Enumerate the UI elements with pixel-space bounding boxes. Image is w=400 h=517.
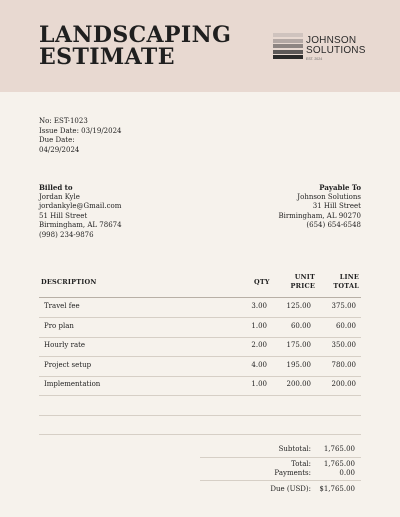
due-date-label: Due Date: <box>39 136 75 144</box>
row-qty: 1.00 <box>251 380 267 388</box>
due-date: 04/29/2024 <box>39 145 80 154</box>
payments-label: Payments: <box>274 469 311 477</box>
payable-to-street: 31 Hill Street <box>312 202 361 210</box>
billed-to-city: Birmingham, AL 78674 <box>39 221 122 229</box>
due-value: $1,765.00 <box>319 485 355 493</box>
row-description: Pro plan <box>44 321 74 330</box>
table-divider <box>39 434 361 435</box>
document-title <box>39 24 231 68</box>
row-qty: 2.00 <box>251 341 267 349</box>
title-line-2: ESTIMATE <box>39 44 175 70</box>
row-unit-price: 60.00 <box>290 321 311 330</box>
header-description: DESCRIPTION <box>41 278 97 286</box>
row-line-total: 350.00 <box>331 341 356 349</box>
row-line-total: 200.00 <box>331 380 356 388</box>
row-unit-price: 125.00 <box>286 302 311 310</box>
row-description: Project setup <box>44 360 92 369</box>
total-value: 1,765.00 <box>323 460 355 468</box>
subtotal-label: Subtotal: <box>278 445 311 453</box>
billed-to-email: jordankyle@Gmail.com <box>39 202 122 210</box>
company-logo <box>273 33 373 61</box>
header-line-total <box>333 273 359 291</box>
billed-to-block <box>39 183 122 240</box>
billed-to-phone: (998) 234-9876 <box>39 230 94 239</box>
table-row <box>39 318 361 337</box>
payable-to-block <box>278 183 361 231</box>
header-unit-price-line2: PRICE <box>290 282 315 290</box>
row-line-total: 780.00 <box>331 360 356 369</box>
logo-wordmark <box>306 36 366 56</box>
payable-to-city: Birmingham, AL 90270 <box>278 211 361 220</box>
row-description: Travel fee <box>44 302 80 310</box>
billed-to-heading: Billed to <box>39 183 73 192</box>
logo-tagline: EST. 2024 <box>306 57 323 61</box>
payments-value: 0.00 <box>339 469 355 477</box>
estimate-number: No: EST-1023 <box>39 117 88 125</box>
payable-to-name: Johnson Solutions <box>297 192 361 201</box>
subtotal-value: 1,765.00 <box>323 445 355 453</box>
total-label: Total: <box>291 460 311 468</box>
payable-to-phone: (654) 654-6548 <box>306 221 361 229</box>
header-unit-price-line1: UNIT <box>294 273 315 281</box>
row-line-total: 60.00 <box>335 321 356 330</box>
row-unit-price: 175.00 <box>286 341 311 349</box>
estimate-meta <box>39 117 122 155</box>
title-line-1: LANDSCAPING <box>39 22 232 48</box>
row-unit-price: 200.00 <box>286 380 311 388</box>
summary-divider <box>200 457 361 458</box>
row-description: Implementation <box>44 380 101 388</box>
billed-to-name: Jordan Kyle <box>39 192 80 201</box>
logo-line-2: SOLUTIONS <box>306 45 366 56</box>
row-description: Hourly rate <box>44 341 86 349</box>
table-row <box>39 298 361 317</box>
due-label: Due (USD): <box>270 485 311 493</box>
header-qty: QTY <box>254 278 270 286</box>
summary-divider <box>200 480 361 481</box>
table-row <box>39 376 361 395</box>
row-line-total: 375.00 <box>331 302 356 310</box>
logo-bars-icon <box>273 33 303 61</box>
table-row <box>39 337 361 356</box>
table-divider <box>39 415 361 416</box>
header-line-total-line1: LINE <box>339 273 359 281</box>
header-band <box>0 0 400 92</box>
header-unit-price <box>291 273 315 291</box>
row-qty: 1.00 <box>251 321 267 330</box>
row-qty: 4.00 <box>251 360 267 369</box>
table-row <box>39 357 361 376</box>
row-unit-price: 195.00 <box>286 360 311 369</box>
issue-date: Issue Date: 03/19/2024 <box>39 126 122 135</box>
logo-line-1: JOHNSON <box>306 35 357 46</box>
header-line-total-line2: TOTAL <box>333 282 359 290</box>
payable-to-heading: Payable To <box>319 183 361 192</box>
row-divider <box>39 395 361 396</box>
row-qty: 3.00 <box>251 302 267 310</box>
billed-to-street: 51 Hill Street <box>39 211 88 220</box>
